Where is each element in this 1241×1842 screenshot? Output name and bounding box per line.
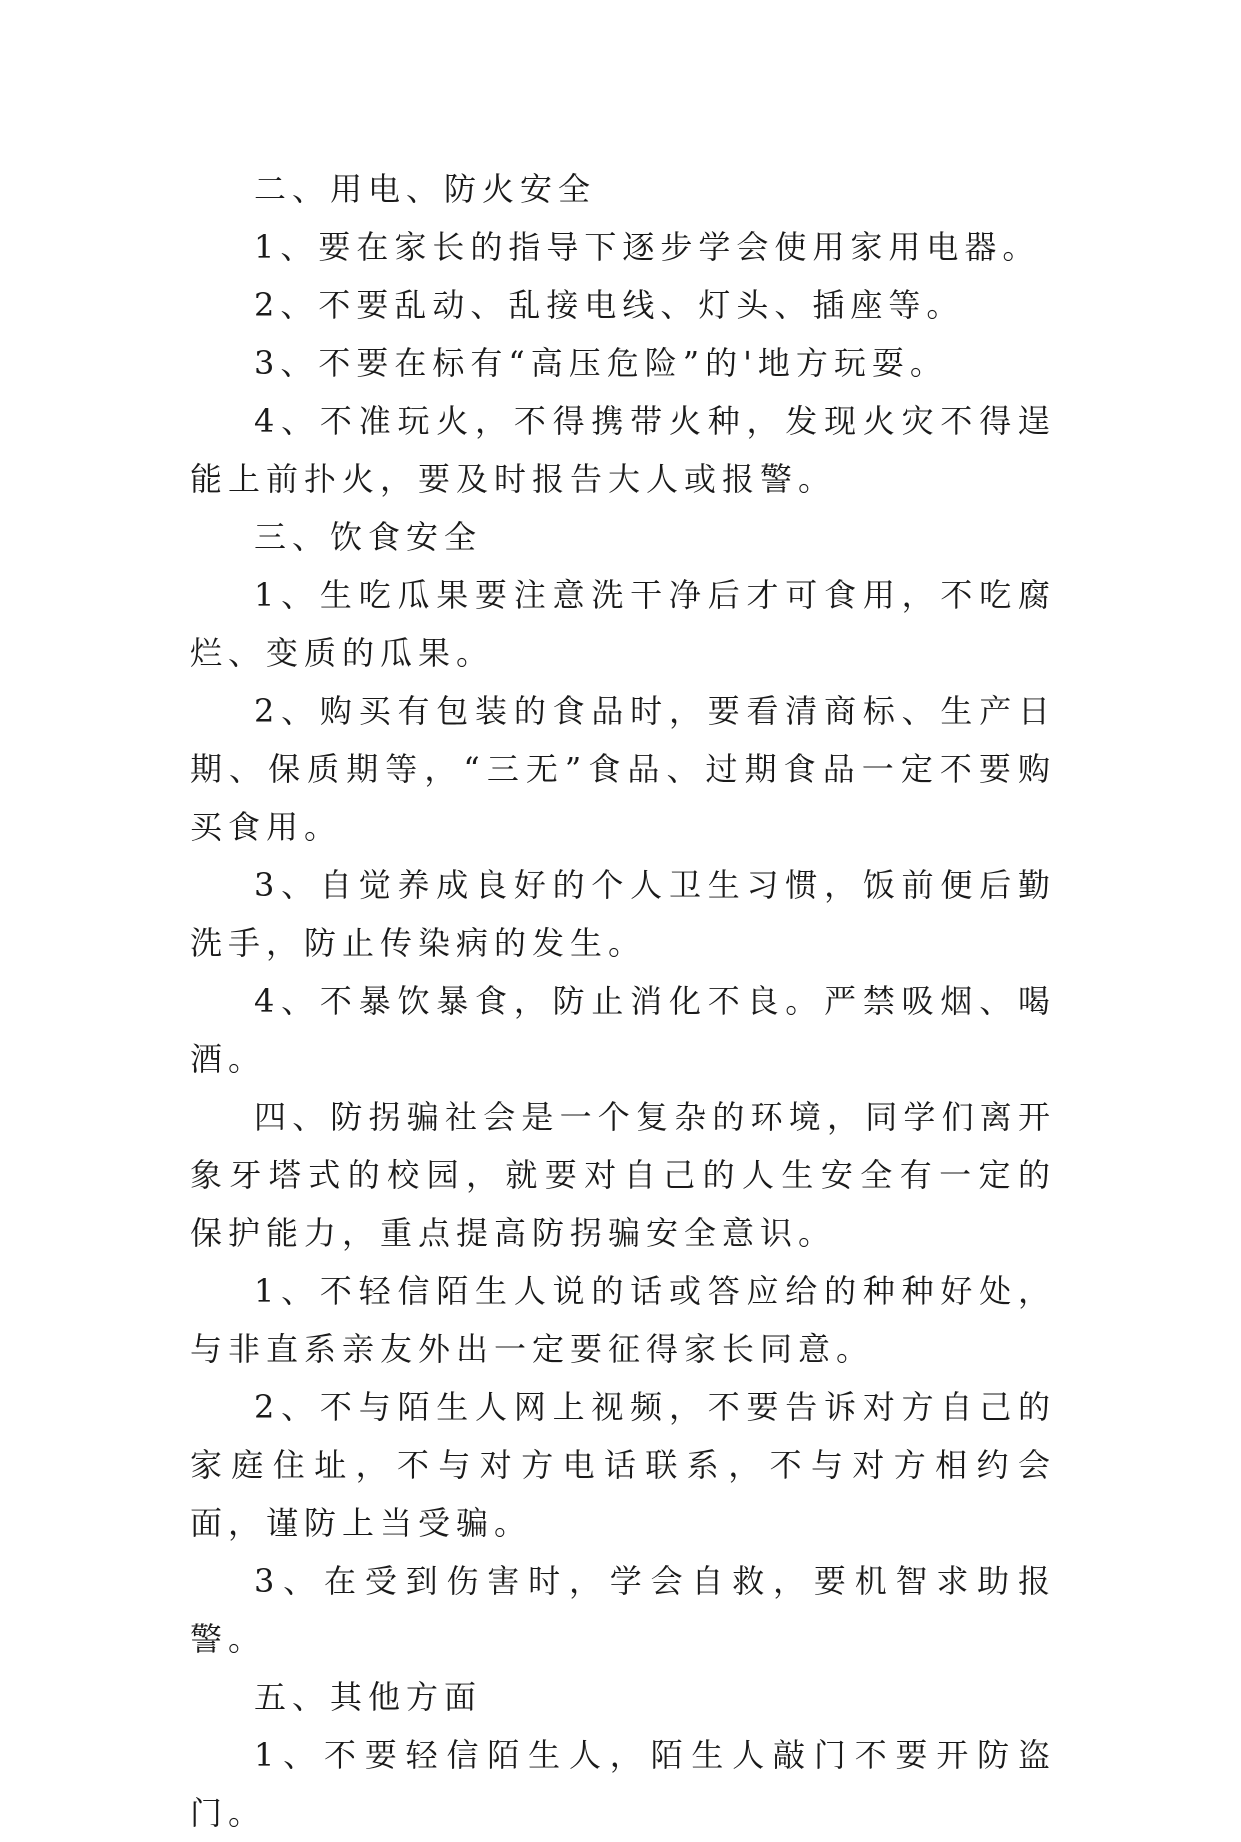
document-page [190, 160, 1056, 1842]
heading-other-aspects: 五、其他方面 [254, 1678, 483, 1716]
heading-food-safety: 三、饮食安全 [254, 518, 483, 556]
paragraph: 2、不要乱动、乱接电线、灯头、插座等。 [254, 286, 965, 324]
heading-anti-abduction: 四、防拐骗社会是一个复杂的环境，同学们离开象牙塔式的校园，就要对自己的人生安全有一定的保护能力，重点提高防拐骗安全意识。 [190, 1098, 1056, 1252]
paragraph: 3、不要在标有“高压危险”的'地方玩耍。 [254, 344, 948, 382]
heading-electricity-fire-safety: 二、用电、防火安全 [254, 170, 597, 208]
paragraph: 1、要在家长的指导下逐步学会使用家用电器。 [254, 228, 1041, 266]
paragraph: 3、自觉养成良好的个人卫生习惯，饭前便后勤洗手，防止传染病的发生。 [190, 866, 1056, 962]
paragraph: 4、不暴饮暴食，防止消化不良。严禁吸烟、喝酒。 [190, 982, 1056, 1078]
paragraph: 2、购买有包装的食品时，要看清商标、生产日期、保质期等，“三无”食品、过期食品一定不要购买食用。 [190, 692, 1056, 846]
paragraph: 2、不与陌生人网上视频，不要告诉对方自己的家庭住址，不与对方电话联系，不与对方相约会面，谨防上当受骗。 [190, 1388, 1056, 1542]
paragraph: 1、不轻信陌生人说的话或答应给的种种好处，与非直系亲友外出一定要征得家长同意。 [190, 1272, 1056, 1368]
paragraph: 4、不准玩火，不得携带火种，发现火灾不得逞能上前扑火，要及时报告大人或报警。 [190, 402, 1056, 498]
paragraph: 1、不要轻信陌生人，陌生人敲门不要开防盗门。 [190, 1736, 1056, 1832]
paragraph: 1、生吃瓜果要注意洗干净后才可食用，不吃腐烂、变质的瓜果。 [190, 576, 1056, 672]
paragraph: 3、在受到伤害时，学会自救，要机智求助报警。 [190, 1562, 1056, 1658]
